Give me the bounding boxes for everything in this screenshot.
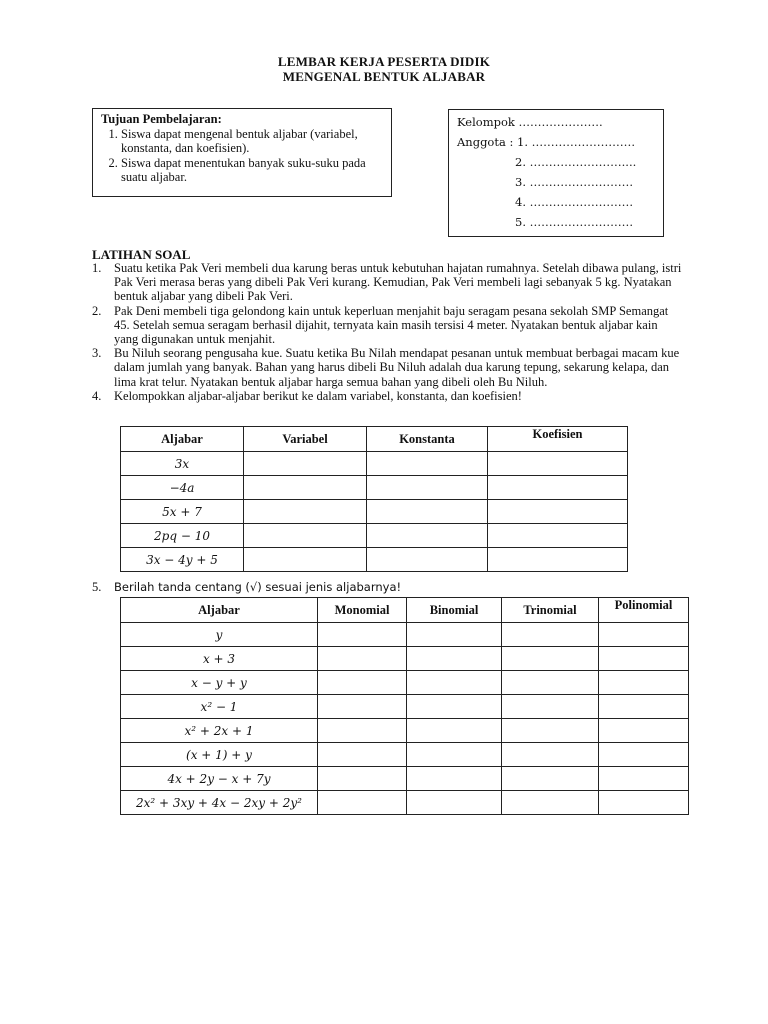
answer-cell[interactable] (488, 500, 628, 524)
table-row (121, 719, 689, 743)
checkbox-cell[interactable] (318, 743, 407, 767)
expression-cell: 3x − 4y + 5 (121, 548, 244, 572)
question-number: 3. (92, 346, 102, 361)
question-text: Berilah tanda centang (√) sesuai jenis aljabarnya! (114, 580, 402, 594)
expression-cell: 4x + 2y − x + 7y (121, 767, 318, 791)
checkbox-cell[interactable] (502, 623, 599, 647)
answer-cell[interactable] (244, 452, 367, 476)
question-number: 4. (92, 388, 102, 403)
answer-cell[interactable] (367, 452, 488, 476)
answer-cell[interactable] (244, 524, 367, 548)
tujuan-item: 1. Siswa dapat mengenal bentuk aljabar (variabel, konstanta, dan koefisien). (121, 127, 383, 156)
header-koefisien: Koefisien (488, 427, 628, 452)
answer-cell[interactable] (244, 548, 367, 572)
checkbox-cell[interactable] (599, 623, 689, 647)
checkbox-cell[interactable] (599, 791, 689, 815)
checkbox-cell[interactable] (407, 647, 502, 671)
checkbox-cell[interactable] (502, 743, 599, 767)
page-title-line1: LEMBAR KERJA PESERTA DIDIK (277, 54, 491, 69)
checkbox-cell[interactable] (502, 647, 599, 671)
header-trinomial: Trinomial (502, 598, 599, 623)
checkbox-cell[interactable] (502, 695, 599, 719)
checkbox-cell[interactable] (599, 671, 689, 695)
table-row (121, 476, 628, 500)
expression-cell: −4a (121, 476, 244, 500)
expression-cell: 2x² + 3xy + 4x − 2xy + 2y² (121, 791, 318, 815)
table-row (121, 791, 689, 815)
table-row (121, 743, 689, 767)
question-item (92, 346, 682, 389)
checkbox-cell[interactable] (599, 695, 689, 719)
checkbox-cell[interactable] (599, 743, 689, 767)
anggota-5: 5. ……………………… (515, 215, 634, 229)
table-row (121, 500, 628, 524)
table-row (121, 671, 689, 695)
tujuan-item: 2. Siswa dapat menentukan banyak suku-suku pada suatu aljabar. (121, 156, 383, 185)
question-item (92, 261, 682, 304)
header-aljabar: Aljabar (121, 427, 244, 452)
checkbox-cell[interactable] (318, 695, 407, 719)
answer-cell[interactable] (244, 500, 367, 524)
checkbox-cell[interactable] (502, 767, 599, 791)
anggota-1: Anggota : 1. ……………………… (457, 135, 636, 149)
expression-cell: x − y + y (121, 671, 318, 695)
checkbox-cell[interactable] (502, 671, 599, 695)
classification-table (120, 426, 628, 572)
answer-cell[interactable] (488, 548, 628, 572)
checkbox-cell[interactable] (502, 719, 599, 743)
question-number: 1. (92, 261, 102, 275)
answer-cell[interactable] (488, 524, 628, 548)
polynomial-table (120, 597, 689, 815)
anggota-3: 3. ……………………… (515, 175, 634, 189)
table-header-row (121, 598, 689, 623)
answer-cell[interactable] (488, 452, 628, 476)
expression-cell: y (121, 623, 318, 647)
anggota-4: 4. ……………………… (515, 195, 634, 209)
table-row (121, 548, 628, 572)
question-text: Bu Niluh seorang pengusaha kue. Suatu ketika Bu Nilah mendapat pesanan untuk membuat berbagai macam kue dalam jumlah yang banyak. Bahan yang harus dibeli Bu Niluh adalah dua karung tepung, sekarung kelapa, dan lima krat telur. Nyatakan bentuk aljabar harga semua bahan yang dibeli oleh Bu Niluh. (114, 346, 680, 389)
kelompok-box (448, 109, 664, 237)
table-row (121, 647, 689, 671)
checkbox-cell[interactable] (407, 791, 502, 815)
header-monomial: Monomial (318, 598, 407, 623)
header-aljabar: Aljabar (121, 598, 318, 623)
tujuan-box (92, 108, 392, 197)
checkbox-cell[interactable] (318, 767, 407, 791)
checkbox-cell[interactable] (318, 791, 407, 815)
question-5 (92, 580, 401, 595)
checkbox-cell[interactable] (407, 767, 502, 791)
checkbox-cell[interactable] (502, 791, 599, 815)
expression-cell: (x + 1) + y (121, 743, 318, 767)
header-binomial: Binomial (407, 598, 502, 623)
expression-cell: x² − 1 (121, 695, 318, 719)
header-konstanta: Konstanta (367, 427, 488, 452)
question-text: Kelompokkan aljabar-aljabar berikut ke dalam variabel, konstanta, dan koefisien! (114, 388, 522, 403)
latihan-heading: LATIHAN SOAL (92, 247, 191, 262)
checkbox-cell[interactable] (407, 623, 502, 647)
expression-cell: x² + 2x + 1 (121, 719, 318, 743)
question-item (92, 304, 682, 347)
answer-cell[interactable] (367, 476, 488, 500)
header-polinomial: Polinomial (599, 598, 689, 623)
question-text: Suatu ketika Pak Veri membeli dua karung beras untuk kebutuhan hajatan rumahnya. Setelah dibawa pulang, istri Pak Veri merasa beras yang dibeli Pak Veri kurang. Kemudian, Pak Veri membeli lagi sebanyak 5 kg. Nyatakan bentuk aljabar yang dibeli Pak Veri. (114, 261, 682, 304)
answer-cell[interactable] (367, 548, 488, 572)
expression-cell: x + 3 (121, 647, 318, 671)
checkbox-cell[interactable] (318, 671, 407, 695)
table-row (121, 767, 689, 791)
expression-cell: 2pq − 10 (121, 524, 244, 548)
tujuan-heading: Tujuan Pembelajaran: (101, 112, 222, 126)
answer-cell[interactable] (244, 476, 367, 500)
checkbox-cell[interactable] (407, 719, 502, 743)
question-number: 5. (92, 580, 102, 594)
expression-cell: 5x + 7 (121, 500, 244, 524)
question-number: 2. (92, 303, 102, 318)
table-row (121, 695, 689, 719)
answer-cell[interactable] (367, 500, 488, 524)
checkbox-cell[interactable] (407, 695, 502, 719)
checkbox-cell[interactable] (318, 647, 407, 671)
table-row (121, 623, 689, 647)
checkbox-cell[interactable] (318, 623, 407, 647)
table-row (121, 452, 628, 476)
checkbox-cell[interactable] (599, 719, 689, 743)
header-variabel: Variabel (244, 427, 367, 452)
answer-cell[interactable] (367, 524, 488, 548)
checkbox-cell[interactable] (407, 671, 502, 695)
question-text: Pak Deni membeli tiga gelondong kain untuk keperluan menjahit baju seragam pesana sekolah SMP Semangat 45. Setelah semua seragam berhasil dijahit, ternyata kain masih tersisi 4 meter. Nyatakan bentuk aljabar kain yang digunakan untuk menjahit. (114, 303, 669, 347)
kelompok-label: Kelompok …………………. (457, 115, 603, 129)
page-title-line2: MENGENAL BENTUK ALJABAR (282, 69, 486, 84)
table-header-row (121, 427, 628, 452)
anggota-2: 2. …………………….... (515, 155, 637, 169)
answer-cell[interactable] (488, 476, 628, 500)
question-list (92, 261, 682, 403)
checkbox-cell[interactable] (599, 647, 689, 671)
checkbox-cell[interactable] (599, 767, 689, 791)
question-item (92, 389, 682, 403)
checkbox-cell[interactable] (318, 719, 407, 743)
expression-cell: 3x (121, 452, 244, 476)
checkbox-cell[interactable] (407, 743, 502, 767)
table-row (121, 524, 628, 548)
